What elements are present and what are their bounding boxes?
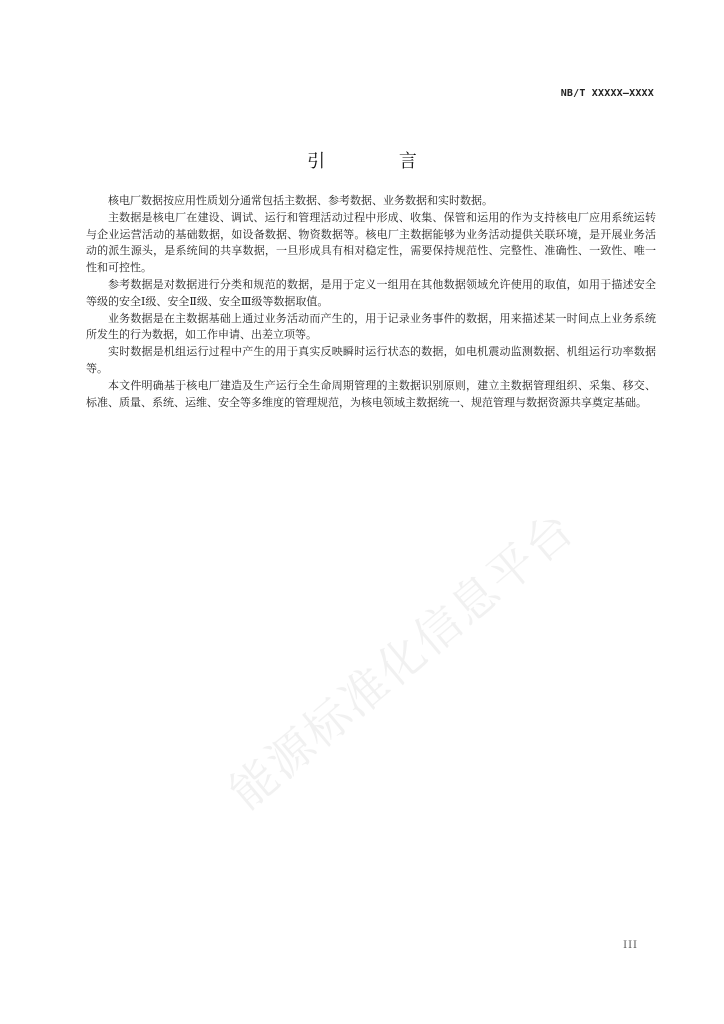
- watermark: 能源标准化信息平台: [219, 500, 585, 820]
- paragraph: 业务数据是在主数据基础上通过业务活动而产生的，用于记录业务事件的数据，用来描述某一时间点上业务系统所发生的行为数据，如工作申请、出差立项等。: [86, 311, 656, 342]
- page-number: III: [623, 940, 638, 951]
- paragraph: 核电厂数据按应用性质划分通常包括主数据、参考数据、业务数据和实时数据。: [108, 194, 493, 207]
- paragraph: 主数据是核电厂在建设、调试、运行和管理活动过程中形成、收集、保管和运用的作为支持核电厂应用系统运转与企业运营活动的基础数据，如设备数据、物资数据等。核电厂主数据能够为业务活动提供关联环境，是开展业务活动的派生源头，是系统间的共享数据，一旦形成具有相对稳定性，需要保持规范性、完整性、准确性、一致性、唯一性和可控性。: [86, 210, 656, 275]
- body-text: [86, 193, 656, 411]
- paragraph: 实时数据是机组运行过程中产生的用于真实反映瞬时运行状态的数据，如电机震动监测数据、机组运行功率数据等。: [86, 345, 656, 375]
- document-code: NB/T XXXXX—XXXX: [560, 88, 654, 99]
- paragraph: 本文件明确基于核电厂建造及生产运行全生命周期管理的主数据识别原则，建立主数据管理组织、采集、移交、标准、质量、系统、运维、安全等多维度的管理规范，为核电领域主数据统一、规范管理与数据资源共享奠定基础。: [86, 378, 656, 409]
- section-title: 引 言: [307, 151, 451, 172]
- paragraph: 参考数据是对数据进行分类和规范的数据，是用于定义一组用在其他数据领域允许使用的取值，如用于描述安全等级的安全Ⅰ级、安全Ⅱ级、安全Ⅲ级等数据取值。: [86, 277, 656, 308]
